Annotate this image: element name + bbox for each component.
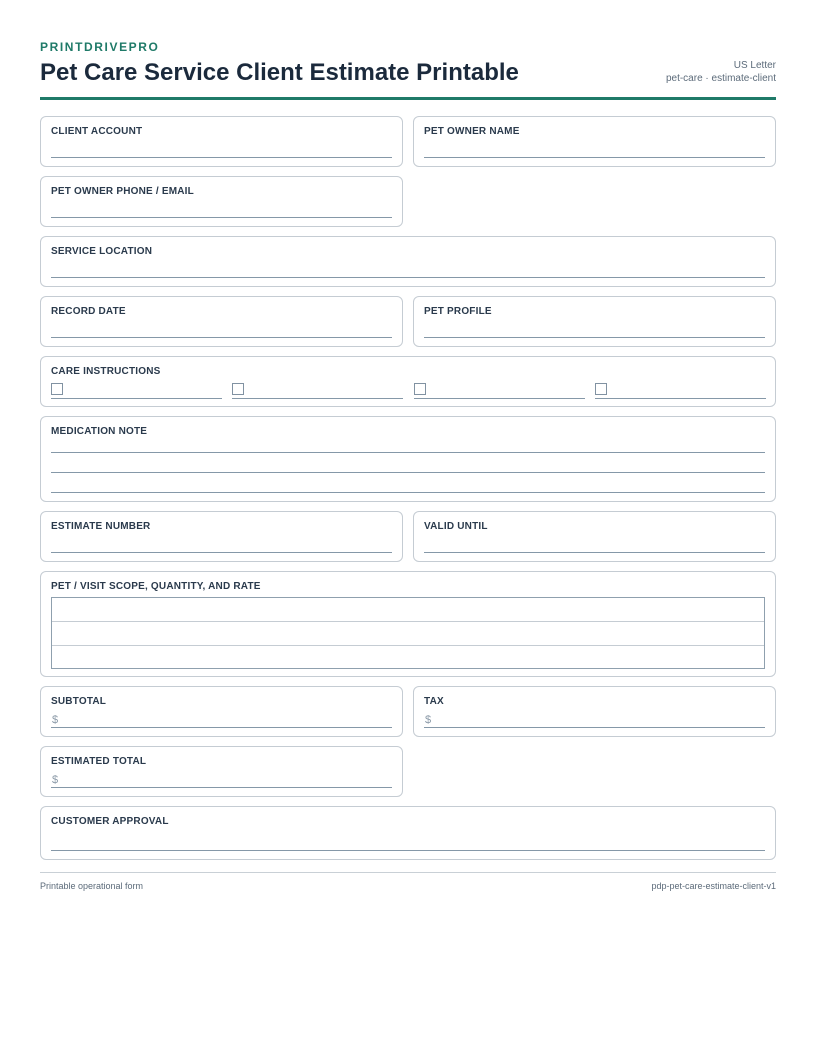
record-date-input[interactable]: [51, 337, 392, 338]
care-instruction-item[interactable]: [51, 383, 222, 399]
tax-field: [413, 686, 776, 737]
pet-profile-field: [413, 296, 776, 347]
service-location-label: SERVICE LOCATION: [51, 246, 153, 257]
pet-owner-name-input[interactable]: [424, 157, 765, 158]
subtotal-label: SUBTOTAL: [51, 696, 107, 707]
pet-owner-contact-input[interactable]: [51, 217, 392, 218]
estimate-number-input[interactable]: [51, 552, 392, 553]
service-location-input[interactable]: [51, 277, 765, 278]
page-title: Pet Care Service Client Estimate Printable: [40, 59, 519, 86]
page-header: [40, 40, 776, 100]
currency-symbol: $: [52, 774, 59, 786]
medication-note-line[interactable]: [51, 492, 765, 493]
customer-approval-label: CUSTOMER APPROVAL: [51, 816, 169, 827]
care-instruction-item[interactable]: [595, 383, 766, 399]
table-row[interactable]: [52, 646, 764, 670]
pet-owner-name-field: [413, 116, 776, 167]
pet-owner-contact-field: [40, 176, 403, 227]
customer-approval-signature-line[interactable]: [51, 850, 765, 851]
estimate-number-field: [40, 511, 403, 562]
medication-note-line[interactable]: [51, 452, 765, 453]
pet-profile-input[interactable]: [424, 337, 765, 338]
checkbox[interactable]: [414, 383, 426, 395]
scope-table-label: PET / VISIT SCOPE, QUANTITY, AND RATE: [51, 581, 261, 592]
tax-input[interactable]: [424, 727, 765, 728]
scope-table: [51, 597, 765, 669]
currency-symbol: $: [52, 714, 59, 726]
estimate-number-label: ESTIMATE NUMBER: [51, 521, 151, 532]
care-instruction-item[interactable]: [232, 383, 403, 399]
checkbox[interactable]: [595, 383, 607, 395]
customer-approval-field: [40, 806, 776, 860]
pet-owner-contact-label: PET OWNER PHONE / EMAIL: [51, 186, 194, 197]
record-date-field: [40, 296, 403, 347]
document-tags: pet-care · estimate-client: [665, 73, 776, 84]
subtotal-input[interactable]: [51, 727, 392, 728]
currency-symbol: $: [425, 714, 432, 726]
form-id: pdp-pet-care-estimate-client-v1: [651, 881, 776, 891]
estimated-total-label: ESTIMATED TOTAL: [51, 756, 147, 767]
care-instructions-label: CARE INSTRUCTIONS: [51, 366, 161, 377]
document-meta: [666, 59, 776, 85]
page-footer: [40, 872, 776, 894]
pet-profile-label: PET PROFILE: [424, 306, 492, 317]
table-row[interactable]: [52, 622, 764, 646]
estimated-total-input[interactable]: [51, 787, 392, 788]
table-row[interactable]: [52, 598, 764, 622]
record-date-label: RECORD DATE: [51, 306, 126, 317]
medication-note-label: MEDICATION NOTE: [51, 426, 148, 437]
tax-label: TAX: [424, 696, 444, 707]
subtotal-field: [40, 686, 403, 737]
valid-until-label: VALID UNTIL: [424, 521, 488, 532]
client-account-label: CLIENT ACCOUNT: [51, 126, 143, 137]
footer-left-text: Printable operational form: [40, 881, 144, 891]
scope-table-field: [40, 571, 776, 677]
estimated-total-field: [40, 746, 403, 797]
care-instructions-field: [40, 356, 776, 407]
valid-until-field: [413, 511, 776, 562]
pet-owner-name-label: PET OWNER NAME: [424, 126, 520, 137]
brand-name: PRINTDRIVEPRO: [40, 40, 160, 54]
client-account-input[interactable]: [51, 157, 392, 158]
client-account-field: [40, 116, 403, 167]
paper-size: US Letter: [733, 60, 776, 71]
medication-note-field: [40, 416, 776, 502]
care-instruction-item[interactable]: [414, 383, 585, 399]
checkbox[interactable]: [232, 383, 244, 395]
medication-note-line[interactable]: [51, 472, 765, 473]
valid-until-input[interactable]: [424, 552, 765, 553]
checkbox[interactable]: [51, 383, 63, 395]
service-location-field: [40, 236, 776, 287]
